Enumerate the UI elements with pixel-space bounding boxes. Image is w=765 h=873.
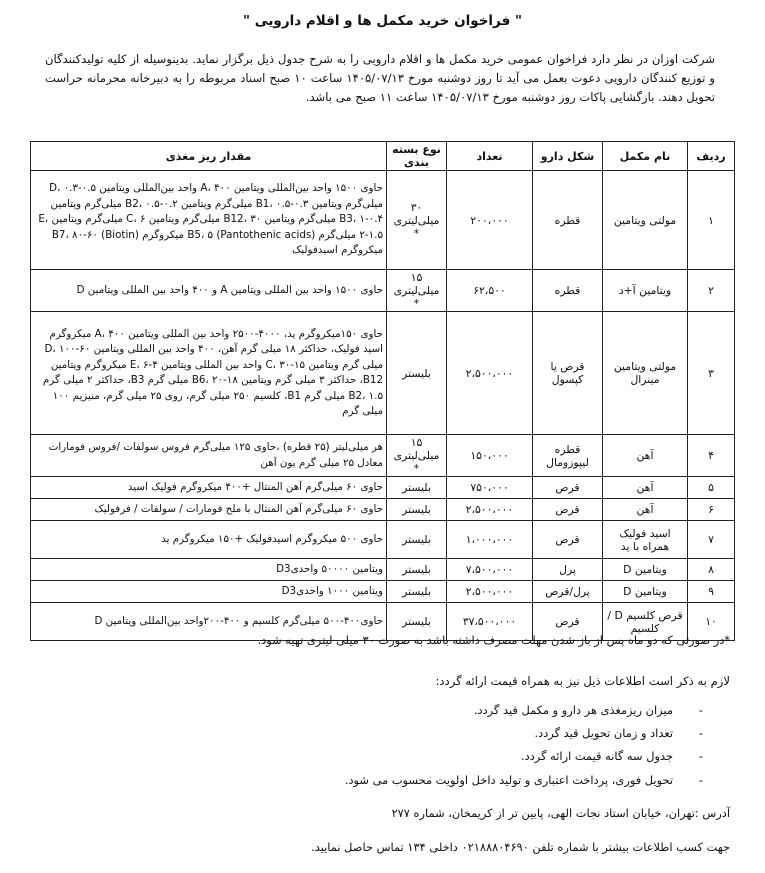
cell-row-number: ۳	[688, 312, 735, 435]
cell-spec: ویتامین ۵۰۰۰۰ واحدیD3	[31, 559, 387, 581]
table-row	[31, 171, 735, 270]
cell-row-number: ۱	[688, 171, 735, 270]
header-row-number: ردیف	[688, 142, 735, 171]
cell-name: آهن	[603, 499, 688, 521]
cell-form: قرص	[533, 499, 603, 521]
cell-form: قرص	[533, 477, 603, 499]
cell-count: ۲،۵۰۰،۰۰۰	[447, 499, 533, 521]
cell-form: قرص	[533, 603, 603, 641]
cell-spec: حاوی ۶۰ میلی‌گرم آهن المنتال +۴۰۰ میکروگرم فولیک اسید	[31, 477, 387, 499]
cell-name: آهن	[603, 477, 688, 499]
cell-row-number: ۵	[688, 477, 735, 499]
table-row	[31, 581, 735, 603]
cell-package: ۱۵ میلی‌لیتری *	[387, 435, 447, 477]
cell-form: پرل/قرص	[533, 581, 603, 603]
address: آدرس :تهران، خیابان استاد نجات الهی، پایین تر از کریمخان، شماره ۲۷۷	[391, 806, 730, 820]
cell-count: ۲،۵۰۰،۰۰۰	[447, 581, 533, 603]
header-count: تعداد	[447, 142, 533, 171]
cell-count: ۳۷،۵۰۰،۰۰۰	[447, 603, 533, 641]
cell-package: بلیستر	[387, 559, 447, 581]
cell-form: قطره لیپوزومال	[533, 435, 603, 477]
cell-spec: حاوی ۱۵۰۰ واحد بین المللی ویتامین A و ۴۰۰ واحد بین المللی ویتامین D	[31, 270, 387, 312]
cell-name: مولتی ویتامین	[603, 171, 688, 270]
cell-row-number: ۴	[688, 435, 735, 477]
cell-count: ۱،۰۰۰،۰۰۰	[447, 521, 533, 559]
cell-package: بلیستر	[387, 581, 447, 603]
cell-count: ۷،۵۰۰،۰۰۰	[447, 559, 533, 581]
cell-package: ۱۵ میلی‌لیتری *	[387, 270, 447, 312]
dash-bullet-icon: -	[698, 749, 703, 764]
table-row	[31, 499, 735, 521]
cell-row-number: ۷	[688, 521, 735, 559]
cell-row-number: ۶	[688, 499, 735, 521]
requirement-text: جدول سه گانه قیمت ارائه گردد.	[521, 749, 673, 764]
cell-count: ۷۵۰،۰۰۰	[447, 477, 533, 499]
requirements-list	[345, 700, 703, 793]
cell-form: قرص	[533, 521, 603, 559]
cell-name: ویتامین آ+د	[603, 270, 688, 312]
cell-spec: ویتامین ۱۰۰۰ واحدیD3	[31, 581, 387, 603]
cell-spec: هر میلی‌لیتر (۲۵ قطره) ،حاوی ۱۲۵ میلی‌گرم فروس سولفات /فروس فومارات معادل ۲۵ میلی گرم یون آهن	[31, 435, 387, 477]
list-item	[345, 723, 703, 746]
intro-paragraph: شرکت اوزان در نظر دارد فراخوان عمومی خرید مکمل ها و اقلام دارویی را به شرح جدول ذیل برگزار نماید. بدینوسیله از کلیه تولیدکنندگان و توزیع کنندگان دارویی دعوت بعمل می آید تا روز دوشنبه مورخ ۱۴۰۵/۰۷/۱۳ ساعت ۱۰ صبح اسناد مربوطه را به دبیرخانه محرمانه حراست تحویل دهند. بازگشایی پاکات روز دوشنبه مورخ ۱۴۰۵/۰۷/۱۳ ساعت ۱۱ صبح می باشد.	[45, 52, 716, 104]
dash-bullet-icon: -	[698, 703, 703, 717]
header-package: نوع بسته بندی	[387, 142, 447, 171]
cell-count: ۲۰۰،۰۰۰	[447, 171, 533, 270]
cell-name: مولتی ویتامین مینرال	[603, 312, 688, 435]
table-row	[31, 477, 735, 499]
cell-spec: حاوی ۵۰۰ میکروگرم اسیدفولیک +۱۵۰ میکروگرم ید	[31, 521, 387, 559]
cell-package: ۳۰ میلی‌لیتری *	[387, 171, 447, 270]
cell-form: قطره	[533, 270, 603, 312]
list-item	[345, 700, 703, 723]
table-row	[31, 312, 735, 435]
cell-package: بلیستر	[387, 477, 447, 499]
header-name: نام مکمل	[603, 142, 688, 171]
table-row	[31, 435, 735, 477]
cell-package: بلیستر	[387, 499, 447, 521]
requirement-text: میزان ریزمغذی هر دارو و مکمل قید گردد.	[473, 703, 673, 717]
cell-spec: حاوی۴۰۰-۵۰۰ میلی‌گرم کلسیم و ۴۰۰-۲۰۰واحد بین‌المللی ویتامین D	[31, 603, 387, 641]
cell-name: آهن	[603, 435, 688, 477]
cell-row-number: ۱۰	[688, 603, 735, 641]
table-row	[31, 521, 735, 559]
items-table	[30, 141, 735, 641]
contact-info: جهت کسب اطلاعات بیشتر با شماره تلفن ۰۲۱۸۸۸۰۴۶۹۰ داخلی ۱۳۴ تماس حاصل نمایید.	[311, 840, 730, 854]
requirements-title: لازم به ذکر است اطلاعات ذیل نیز به همراه قیمت ارائه گردد:	[435, 674, 730, 688]
header-spec: مقدار ریز مغذی	[31, 142, 387, 171]
cell-count: ۶۲،۵۰۰	[447, 270, 533, 312]
table-row	[31, 270, 735, 312]
cell-package: بلیستر	[387, 312, 447, 435]
cell-name: ویتامین D	[603, 559, 688, 581]
cell-row-number: ۹	[688, 581, 735, 603]
dash-bullet-icon: -	[698, 772, 703, 787]
cell-package: بلیستر	[387, 521, 447, 559]
cell-spec: حاوی ۱۵۰۰ واحد بین‌المللی ویتامین A، ۴۰۰ واحد بین‌المللی ویتامین D، ۰.۳-۰.۵ میلی‌گرم ویتامین B1، ۰.۵-۰.۳ میلی‌گرم ویتامین B2، ۰.۵-۰.۲ میلی‌گرم ویتامین B3، ۱-۰.۴ میلی‌گرم ویتامین B12، ۳۰ میلی‌گرم ویتامین C، ۶ میلی‌گرم ویتامین E، ۲-۱.۵ میلی‌گرم (Pantothenic acids) B5، ۵ میکروگرم (Biotin) B7، ۸۰-۶۰ میکروگرم اسیدفولیک	[31, 171, 387, 270]
list-item	[345, 746, 703, 769]
page-title: " فراخوان خرید مکمل ها و اقلام دارویی "	[242, 13, 523, 29]
cell-spec: حاوی ۶۰ میلی‌گرم آهن المنتال با ملح فومارات / سولفات / فرفولیک	[31, 499, 387, 521]
list-item	[345, 770, 703, 793]
cell-form: پرل	[533, 559, 603, 581]
cell-row-number: ۸	[688, 559, 735, 581]
table-header-row	[31, 142, 735, 171]
cell-count: ۱۵۰،۰۰۰	[447, 435, 533, 477]
cell-name: اسید فولیک همراه با ید	[603, 521, 688, 559]
cell-spec: حاوی ۱۵۰میکروگرم ید، ۴۰۰۰-۲۵۰۰ واحد بین المللی ویتامین A، ۴۰۰ میکروگرم اسید فولیک، حداکثر ۱۸ میلی گرم آهن، ۴۰۰ واحد بین المللی ویتامین D، ۱۰۰-۶۰ میلی گرم ویتامین C، ۳۰-۱۵ واحد بین المللی ویتامین E، ۶-۴ میکروگرم ویتامین B12، حداکثر ۳ میلی گرم ویتامین B6، ۲۰-۱۸ میلی گرم B3، حداکثر ۲ میلی گرم B2، ۱.۵ میلی گرم B1، کلسیم ۲۵۰ میلی گرم، روی ۲۵ میلی گرم، منیزیم ۱۰۰ میلی گرم	[31, 312, 387, 435]
requirement-text: تعداد و زمان تحویل قید گردد.	[534, 726, 673, 741]
cell-package: بلیستر	[387, 603, 447, 641]
cell-name: ویتامین D	[603, 581, 688, 603]
cell-row-number: ۲	[688, 270, 735, 312]
requirement-text: تحویل فوری، پرداخت اعتباری و تولید داخل اولویت محسوب می شود.	[344, 772, 673, 787]
cell-count: ۲،۵۰۰،۰۰۰	[447, 312, 533, 435]
header-form: شکل دارو	[533, 142, 603, 171]
dash-bullet-icon: -	[698, 726, 703, 741]
cell-form: قطره	[533, 171, 603, 270]
footnote: *در صورتی که دو ماه پس از باز شدن مهلت مصرف داشته باشد به صورت ۳۰ میلی لیتری تهیه شود.	[257, 633, 730, 647]
cell-form: قرص یا کپسول	[533, 312, 603, 435]
cell-name: قرص کلسیم D / کلسیم	[603, 603, 688, 641]
table-row	[31, 559, 735, 581]
